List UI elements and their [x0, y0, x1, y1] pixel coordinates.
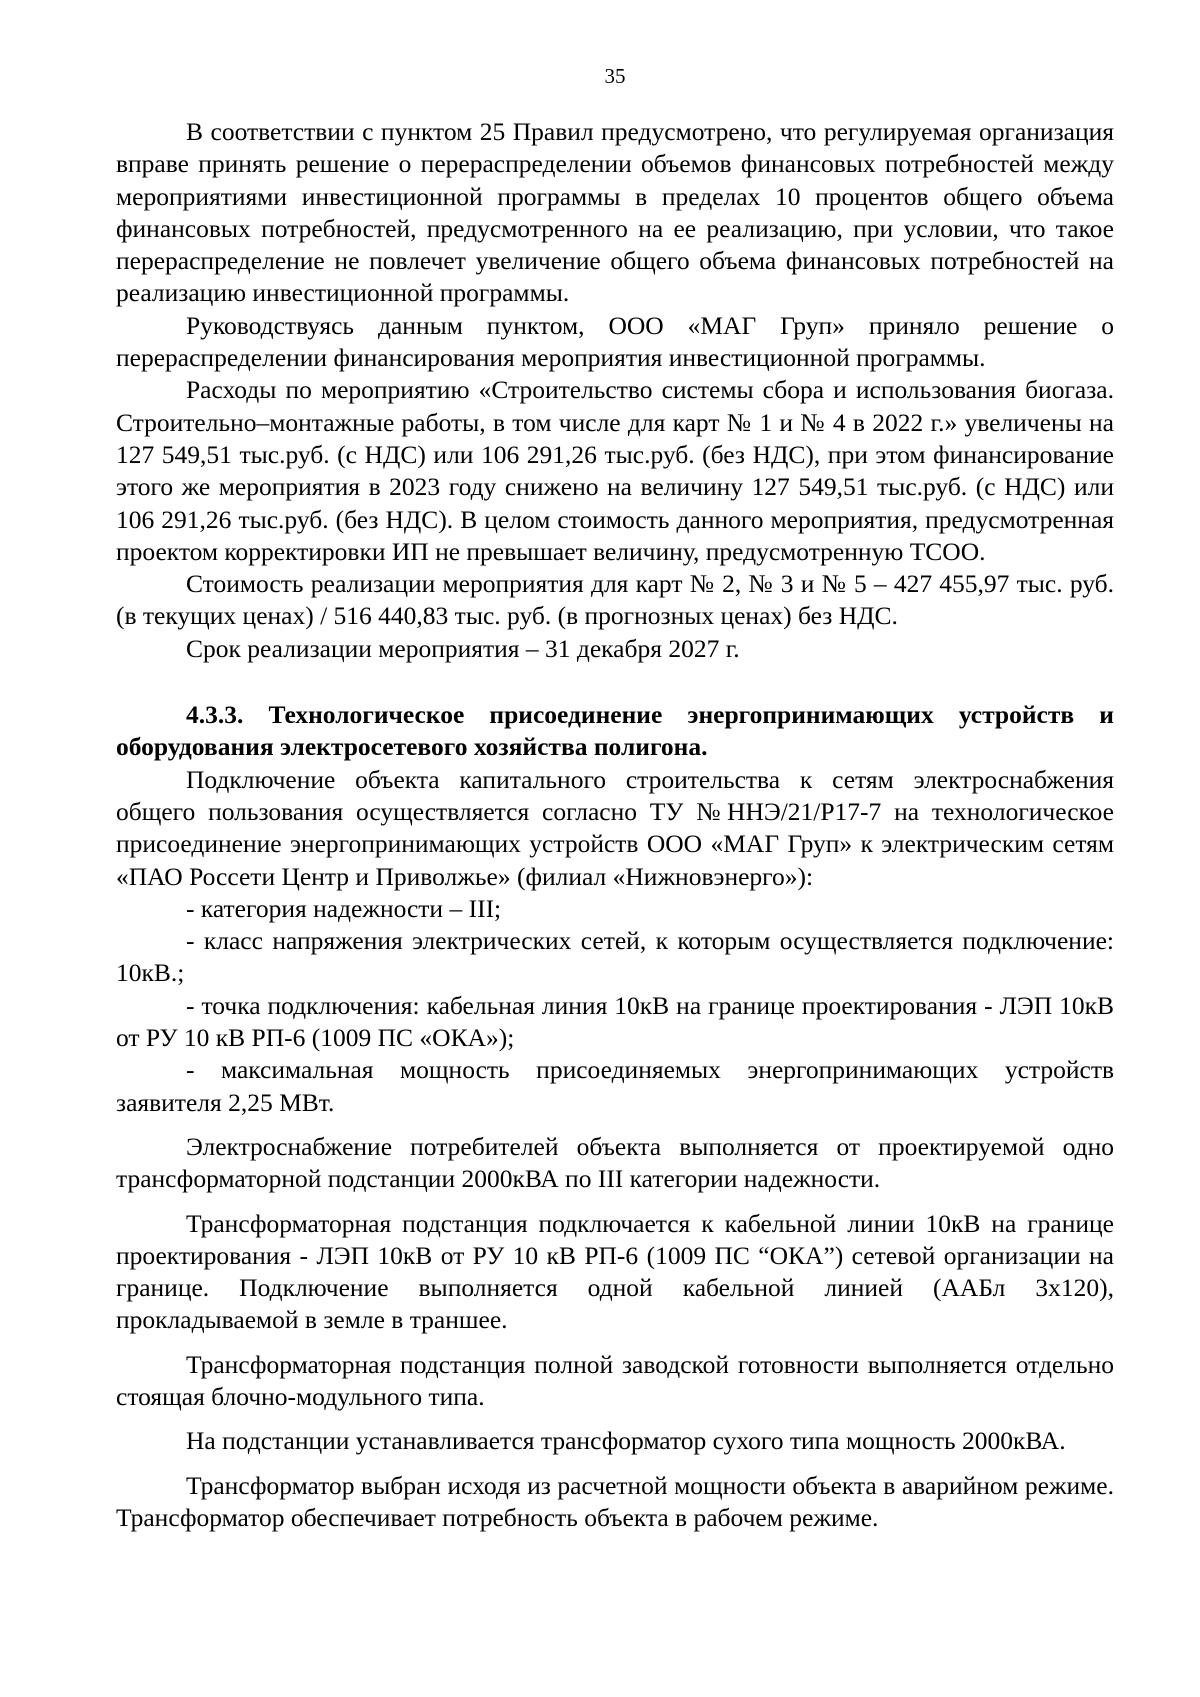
condition-connection-point: - точка подключения: кабельная линия 10кВ на границе проектирования - ЛЭП 10кВ от РУ 10 кВ РП-6 (1009 ПС «ОКА»);	[116, 990, 1114, 1053]
section-heading: 4.3.3. Технологическое присоединение энергопринимающих устройств и оборудования электросетевого хозяйства полигона.	[116, 700, 1114, 762]
paragraph-redistribution-rule: В соответствии с пунктом 25 Правил предусмотрено, что регулируемая организация вправе принять решение о перераспределении объемов финансовых потребностей между мероприятиями инвестиционной программы в пределах 10 процентов общего объема финансовых потребностей, предусмотренного на ее реализацию, при условии, что такое перераспределение не повлечет увеличение общего объема финансовых потребностей на реализацию инвестиционной программы.	[116, 117, 1114, 308]
paragraph-power-supply: Электроснабжение потребителей объекта выполняется от проектируемой одно трансформаторной подстанции 2000кВА по III категории надежности.	[116, 1131, 1114, 1194]
condition-max-power: - максимальная мощность присоединяемых энергопринимающих устройств заявителя 2,25 МВт.	[116, 1055, 1114, 1117]
paragraph-company-decision: Руководствуясь данным пунктом, ООО «МАГ Груп» приняло решение о перераспределении финансирования мероприятия инвестиционной программы.	[116, 310, 1114, 373]
paragraph-transformer-install: На подстанции устанавливается трансформатор сухого типа мощность 2000кВА.	[186, 1426, 1066, 1456]
paragraph-biogas-expenses: Расходы по мероприятию «Строительство системы сбора и использования биогаза. Строительно–монтажные работы, в том числе для карт № 1 и № 4 в 2022 г.» увеличены на 127 549,51 тыс.руб. (с НДС) или 106 291,26 тыс.руб. (без НДС), при этом финансирование этого же мероприятия в 2023 году снижено на величину 127 549,51 тыс.руб. (с НДС) или 106 291,26 тыс.руб. (без НДС). В целом стоимость данного мероприятия, предусмотренная проектом корректировки ИП не превышает величину, предусмотренную ТСОО.	[116, 375, 1114, 566]
paragraph-cost-cards: Стоимость реализации мероприятия для карт № 2, № 3 и № 5 – 427 455,97 тыс. руб. (в текущих ценах) / 516 440,83 тыс. руб. (в прогнозных ценах) без НДС.	[116, 569, 1114, 631]
paragraph-substation-type: Трансформаторная подстанция полной заводской готовности выполняется отдельно стоящая блочно-модульного типа.	[116, 1349, 1114, 1411]
paragraph-connection-intro: Подключение объекта капитального строительства к сетям электроснабжения общего пользования осуществляется согласно ТУ №ННЭ/21/Р17-7 на технологическое присоединение энергопринимающих устройств ООО «МАГ Груп» к электрическим сетям «ПАО Россети Центр и Приволжье» (филиал «Нижновэнерго»):	[116, 764, 1114, 891]
condition-reliability-category: - категория надежности – III;	[186, 893, 502, 923]
paragraph-transformer-selection: Трансформатор выбран исходя из расчетной мощности объекта в аварийном режиме. Трансформатор обеспечивает потребность объекта в рабочем режиме.	[116, 1470, 1114, 1532]
paragraph-substation-connection: Трансформаторная подстанция подключается к кабельной линии 10кВ на границе проектирования - ЛЭП 10кВ от РУ 10 кВ РП-6 (1009 ПС “ОКА”) сетевой организации на границе. Подключение выполняется одной кабельной линией (ААБл 3х120), прокладываемой в земле в траншее.	[116, 1208, 1114, 1335]
condition-voltage-class: - класс напряжения электрических сетей, к которым осуществляется подключение: 10кВ.;	[116, 926, 1114, 988]
page-number: 35	[604, 64, 626, 88]
paragraph-deadline: Срок реализации мероприятия – 31 декабря 2027 г.	[186, 633, 740, 663]
